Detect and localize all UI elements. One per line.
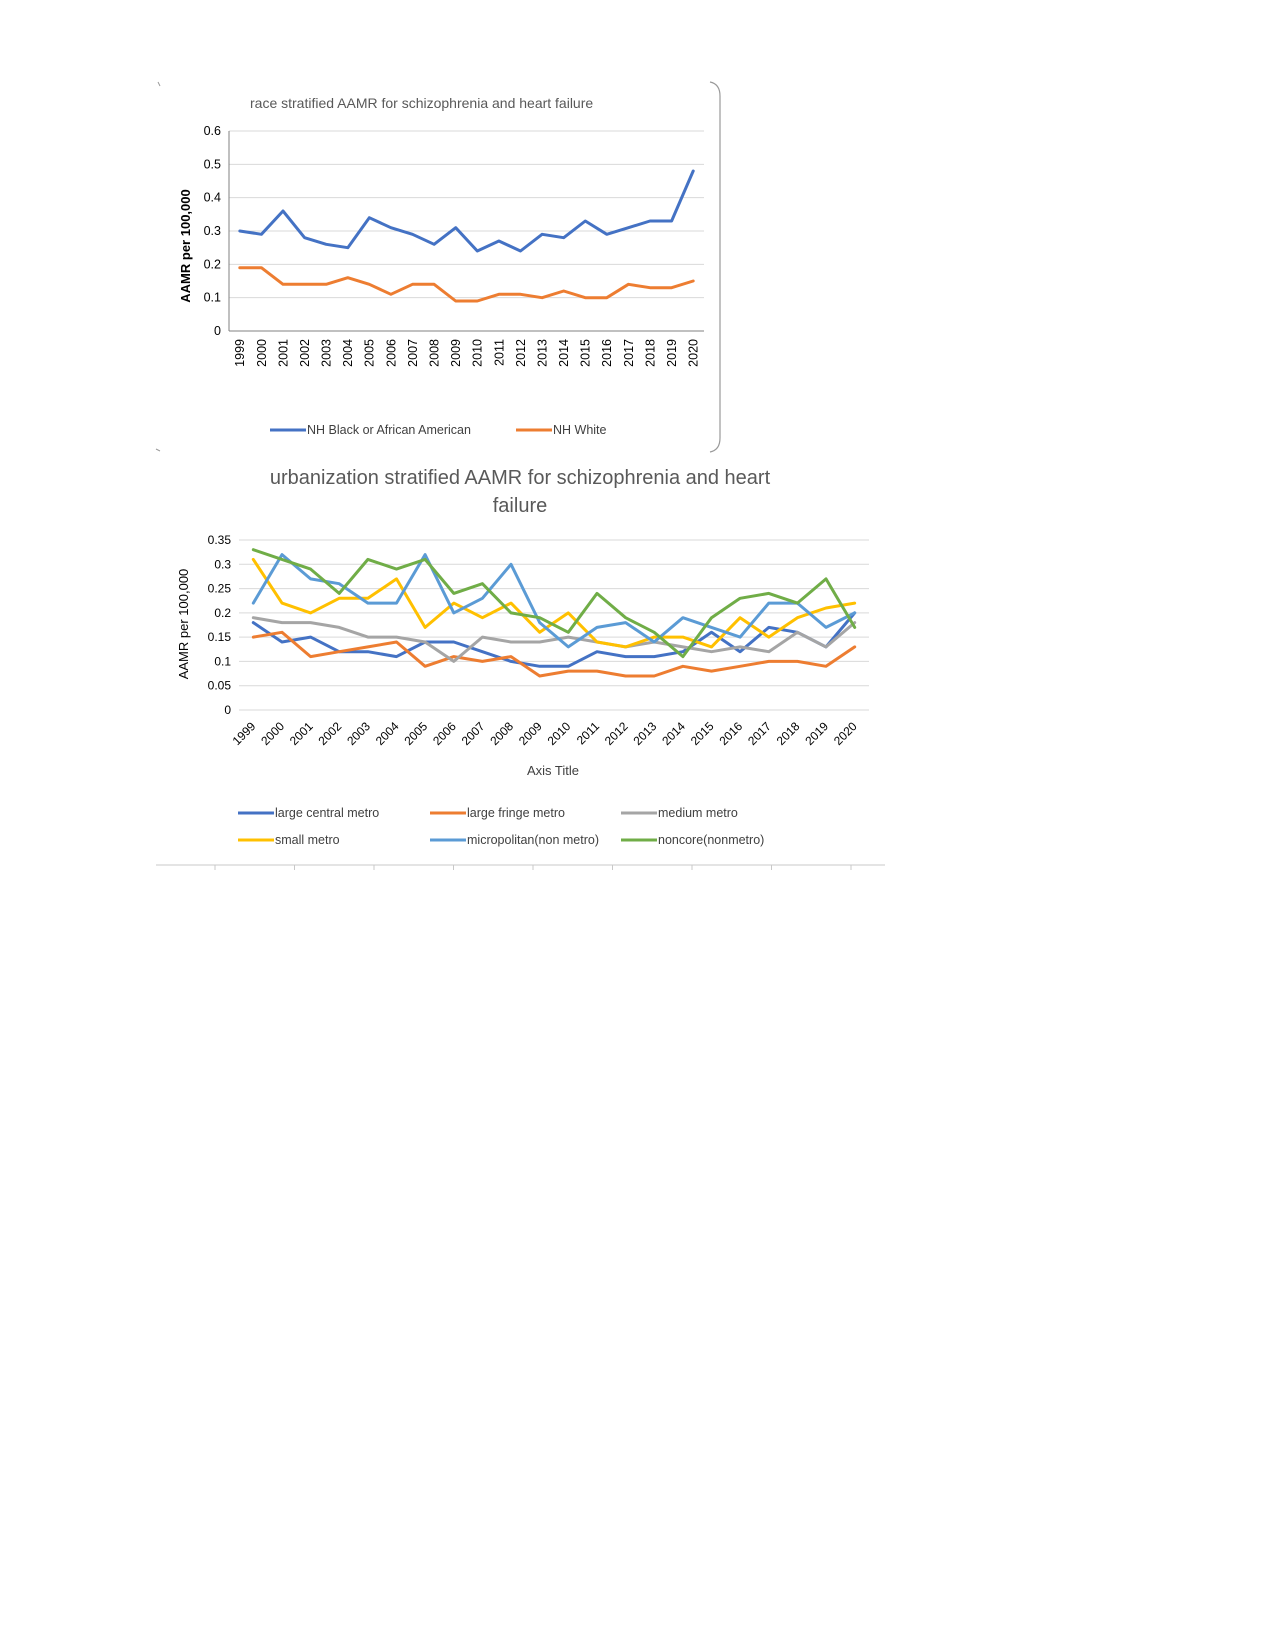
urbanization-chart-y-ticks — [208, 533, 232, 717]
x-tick-label: 2002 — [297, 339, 312, 367]
y-tick-label: 0.3 — [214, 557, 231, 572]
x-tick-label: 2004 — [341, 339, 356, 367]
legend-label-micropolitan-non-metro: micropolitan(non metro) — [467, 833, 599, 847]
x-tick-label: 2000 — [254, 339, 269, 367]
y-tick-label: 0.25 — [207, 581, 231, 596]
y-tick-label: 0.2 — [203, 257, 221, 272]
x-tick-label: 2017 — [745, 719, 774, 748]
x-tick-label: 2001 — [286, 719, 316, 748]
x-tick-label: 2016 — [600, 339, 615, 367]
y-tick-label: 0 — [224, 703, 231, 717]
urbanization-chart-x-ticks — [230, 719, 860, 748]
legend-label-nh-white: NH White — [553, 423, 607, 437]
y-tick-label: 0 — [214, 324, 221, 338]
x-tick-label: 2006 — [430, 719, 459, 748]
x-tick-label: 2019 — [802, 719, 832, 748]
x-tick-label: 2008 — [427, 339, 442, 367]
x-tick-label: 2012 — [513, 339, 528, 367]
x-tick-label: 2020 — [830, 719, 860, 748]
x-tick-label: 2003 — [344, 719, 373, 748]
series-line-nh-black-or-african-american — [240, 171, 693, 251]
urbanization-chart-title-line1: urbanization stratified AAMR for schizophrenia and heart — [269, 467, 771, 489]
x-tick-label: 2004 — [372, 719, 402, 748]
y-tick-label: 0.15 — [207, 630, 231, 645]
y-tick-label: 0.6 — [203, 124, 221, 138]
race-chart-y-axis-label: AAMR per 100,000 — [178, 189, 193, 303]
x-tick-label: 2016 — [716, 719, 746, 748]
x-tick-label: 2018 — [773, 719, 803, 748]
x-tick-label: 2000 — [258, 719, 288, 748]
x-tick-label: 2006 — [384, 339, 399, 367]
x-tick-label: 2015 — [687, 719, 717, 748]
race-chart-y-ticks — [204, 124, 221, 338]
x-tick-label: 2015 — [578, 339, 593, 367]
y-tick-label: 0.35 — [207, 533, 231, 547]
x-tick-label: 2012 — [601, 719, 631, 748]
legend-label-large-fringe-metro: large fringe metro — [467, 806, 565, 820]
y-tick-label: 0.1 — [214, 654, 231, 669]
legend-label-small-metro: small metro — [275, 833, 340, 847]
x-tick-label: 2003 — [319, 339, 334, 367]
y-tick-label: 0.1 — [203, 290, 221, 305]
urbanization-chart-title-line2: failure — [492, 495, 548, 517]
x-tick-label: 2014 — [557, 339, 572, 367]
x-tick-label: 1999 — [229, 719, 259, 748]
race-chart — [178, 95, 704, 437]
legend-label-nh-black-or-african-american: NH Black or African American — [307, 423, 471, 437]
x-tick-label: 2017 — [621, 339, 636, 367]
x-tick-label: 2009 — [515, 719, 545, 748]
urbanization-chart — [176, 467, 869, 847]
x-tick-label: 2020 — [686, 339, 701, 367]
x-tick-label: 2009 — [449, 339, 464, 367]
x-tick-label: 2010 — [544, 719, 574, 748]
x-tick-label: 2001 — [276, 339, 291, 367]
x-tick-label: 2005 — [362, 339, 377, 367]
legend-label-noncore-nonmetro: noncore(nonmetro) — [658, 833, 765, 847]
race-chart-legend — [270, 423, 607, 437]
urbanization-chart-x-axis-label: Axis Title — [526, 763, 580, 778]
x-tick-label: 2007 — [458, 719, 488, 748]
race-chart-series — [240, 171, 693, 301]
y-tick-label: 0.4 — [203, 190, 221, 205]
x-tick-label: 2013 — [630, 719, 660, 748]
x-tick-label: 2007 — [405, 339, 420, 367]
x-tick-label: 2011 — [492, 339, 507, 366]
y-tick-label: 0.05 — [207, 678, 231, 693]
x-tick-label: 2011 — [573, 719, 603, 748]
x-tick-label: 2019 — [664, 339, 679, 367]
legend-label-large-central-metro: large central metro — [275, 806, 380, 820]
y-tick-label: 0.3 — [203, 224, 221, 238]
race-chart-x-ticks — [233, 339, 700, 367]
x-tick-label: 2005 — [401, 719, 431, 748]
x-tick-label: 2013 — [535, 339, 550, 367]
x-tick-label: 2014 — [659, 719, 688, 748]
table-border-decoration — [156, 865, 885, 870]
x-tick-label: 2008 — [487, 719, 517, 748]
urbanization-chart-y-axis-label: AAMR per 100,000 — [176, 568, 191, 680]
legend-label-medium-metro: medium metro — [658, 806, 738, 820]
urbanization-chart-legend — [238, 806, 764, 847]
x-tick-label: 2010 — [470, 339, 485, 367]
y-tick-label: 0.5 — [203, 157, 221, 172]
x-tick-label: 2002 — [315, 719, 345, 748]
x-tick-label: 2018 — [643, 339, 658, 367]
y-tick-label: 0.2 — [214, 605, 231, 620]
race-chart-title: race stratified AAMR for schizophrenia and heart failure — [250, 95, 594, 111]
x-tick-label: 1999 — [233, 339, 248, 367]
series-line-nh-white — [240, 268, 693, 301]
